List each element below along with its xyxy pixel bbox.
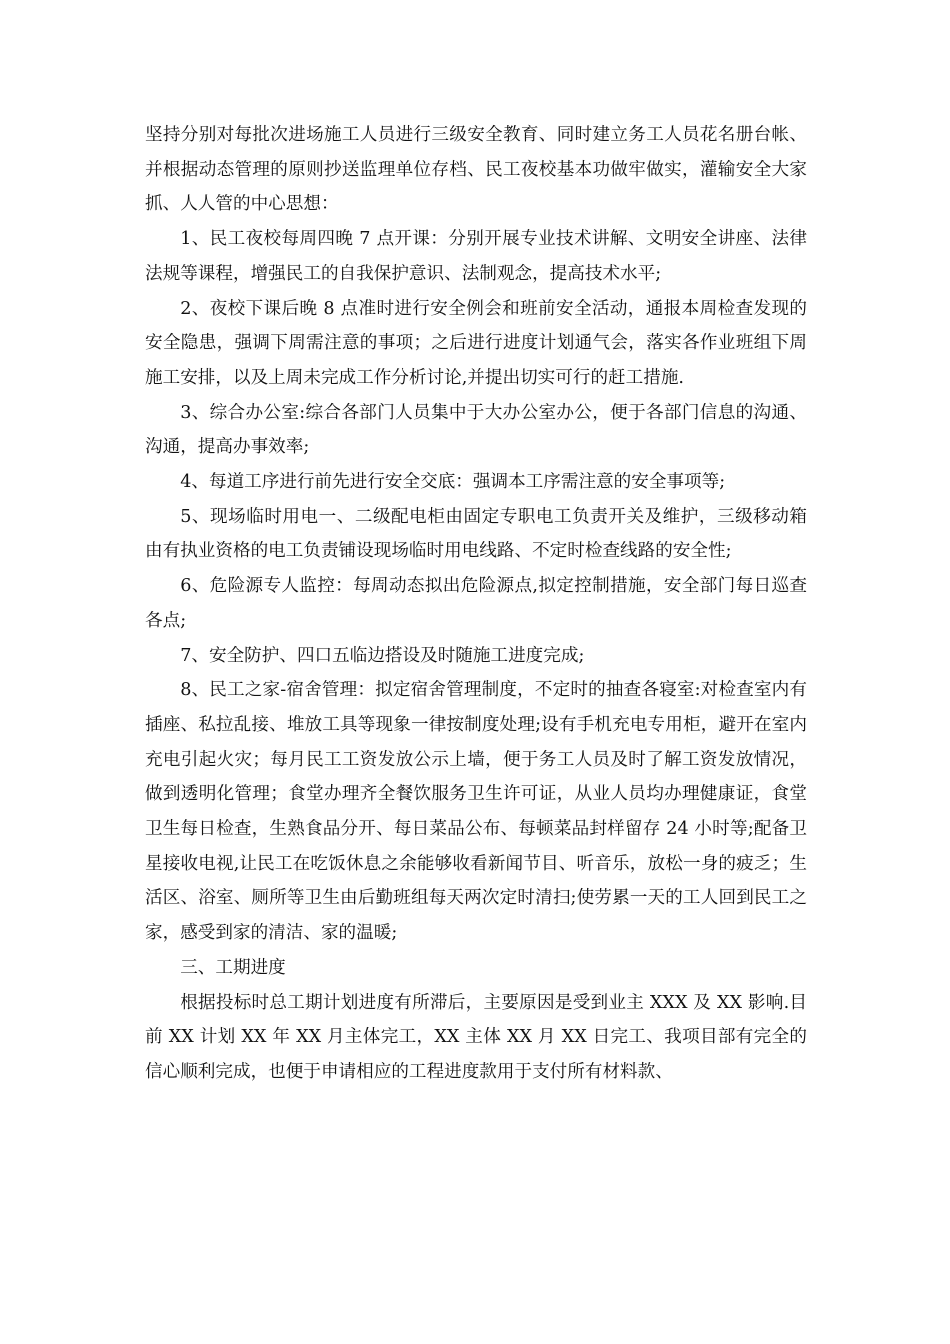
section-heading: 三、工期进度: [180, 957, 286, 978]
paragraph-item-4: 4、每道工序进行前先进行安全交底：强调本工序需注意的安全事项等;: [180, 472, 726, 493]
paragraph-item-5: 5、现场临时用电一、二级配电柜由固定专职电工负责开关及维护，三级移动箱由有执业资格的电工负责铺设现场临时用电线路、不定时检查线路的安全性;: [145, 506, 807, 562]
paragraph-schedule: 根据投标时总工期计划进度有所滞后，主要原因是受到业主 XXX 及 XX 影响.目前 XX 计划 XX 年 XX 月主体完工，XX 主体 XX 月 XX 日完工、我项目部有完全的信心顺利完成，也便于申请相应的工程进度款用于支付所有材料款、: [145, 992, 807, 1082]
paragraph-item-2: 2、夜校下课后晚 8 点准时进行安全例会和班前安全活动，通报本周检查发现的安全隐患，强调下周需注意的事项；之后进行进度计划通气会，落实各作业班组下周施工安排，以及上周未完成工作分析讨论,并提出切实可行的赶工措施.: [145, 298, 807, 388]
paragraph-item-8: 8、民工之家-宿舍管理：拟定宿舍管理制度，不定时的抽查各寝室:对检查室内有插座、私拉乱接、堆放工具等现象一律按制度处理;设有手机充电专用柜，避开在室内充电引起火灾；每月民工工资发放公示上墙，便于务工人员及时了解工资发放情况，做到透明化管理；食堂办理齐全餐饮服务卫生许可证，从业人员均办理健康证，食堂卫生每日检查，生熟食品分开、每日菜品公布、每顿菜品封样留存 24 小时等;配备卫星接收电视,让民工在吃饭休息之余能够收看新闻节目、听音乐，放松一身的疲乏；生活区、浴室、厕所等卫生由后勤班组每天两次定时清扫;使劳累一天的工人回到民工之家，感受到家的清洁、家的温暖;: [145, 680, 807, 944]
paragraph-intro: 坚持分别对每批次进场施工人员进行三级安全教育、同时建立务工人员花名册台帐、并根据动态管理的原则抄送监理单位存档、民工夜校基本功做牢做实，灌输安全大家抓、人人管的中心思想：: [145, 125, 807, 215]
paragraph-item-6: 6、危险源专人监控：每周动态拟出危险源点,拟定控制措施，安全部门每日巡查各点;: [145, 576, 807, 631]
document-body: [145, 118, 807, 1090]
paragraph-item-1: 1、民工夜校每周四晚 7 点开课：分别开展专业技术讲解、文明安全讲座、法律法规等课程，增强民工的自我保护意识、法制观念，提高技术水平;: [145, 229, 807, 284]
paragraph-item-3: 3、综合办公室:综合各部门人员集中于大办公室办公，便于各部门信息的沟通、沟通，提高办事效率;: [145, 402, 807, 458]
paragraph-item-7: 7、安全防护、四口五临边搭设及时随施工进度完成;: [180, 645, 585, 666]
